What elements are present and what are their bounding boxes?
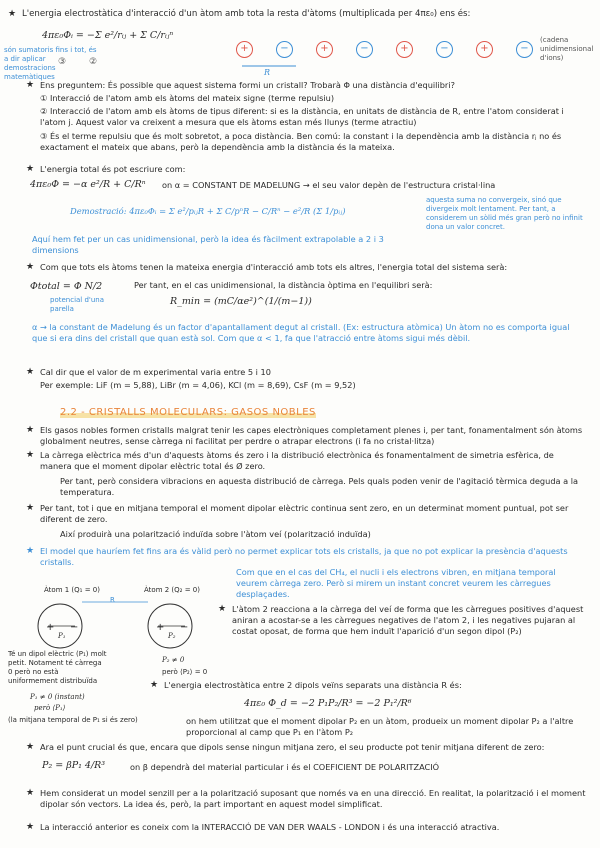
induced-dipole-note: on hem utilitzat que el moment dipolar P₂ en un àtom, produeix un moment dipolar P₂ a l'altre proporcional al camp que P₁ en l'àtom P₂ [186, 716, 574, 737]
bullet-star: ★ [26, 503, 35, 513]
question-line: Ens preguntem: És possible que aquest sistema formi un cristall? Trobarà Φ una distància d'equilibri? [40, 80, 455, 90]
section-p7: Com que en el cas del CH₄, el nucli i els electrons vibren, en mitjana temporal veurem càrrega zero. Però si mirem un instant concret veurem les càrregues desplaçades. [236, 567, 556, 599]
energy-formula: 4πε₀Φ = −α e²/R + C/Rⁿ [30, 179, 146, 190]
item-2: ② Interacció de l'atom amb els àtoms de tipus diferent: si es la distància, en unitats de distància de R, entre l'atom considerat i l'atom j. Aquest valor va creixent a mesura que els àtoms estan més llunys (terme atractiu) [40, 106, 564, 127]
dimension-note: Aquí hem fet per un cas unidimensional, però la idea és fàcilment extrapolable a 2 i 3 dimensions [32, 234, 384, 255]
p2-avg: però ⟨P₂⟩ = 0 [162, 668, 208, 676]
section-p5: Així produirà una polarització induïda sobre l'àtom veí (polarització induïda) [60, 529, 371, 539]
phi-total: Φtotal = Φ N/2 [30, 281, 103, 292]
total-line: Com que tots els àtoms tenen la mateixa energia d'interacció amb tots els altres, l'energia total del sistema serà: [40, 262, 508, 272]
bullet-star: ★ [26, 788, 35, 798]
madelung-red-note: α → la constant de Madelung és un factor d'apantallament degut al cristall. (Ex: estructura atòmica) Un àtom no es comporta igual que si era dins del cristall que quan està sol. Com que α < 1, fa que l'atracció entre àtoms sigui més dèbil. [32, 322, 570, 343]
pair-potential-label: potencial d'una parella [50, 296, 104, 313]
section-p4: Per tant, tot i que en mitjana temporal el moment dipolar elèctric continua sent zero, en un determinat moment puntual, pot ser diferent de zero. [40, 503, 569, 524]
bullet-star: ★ [26, 450, 35, 460]
svg-text:−: − [180, 622, 189, 633]
ion-negative: − [276, 41, 293, 58]
m-examples: Per exemple: LiF (m = 5,88), LiBr (m = 4,06), KCl (m = 8,69), CsF (m = 9,52) [40, 380, 356, 390]
svg-text:−: − [70, 622, 79, 633]
divergence-note: aquesta suma no convergeix, sinó que divergeix molt lentament. Per tant, a considerem un sòlid més gran però no infinit dona un valor concret. [426, 196, 583, 231]
formula-term-labels: ③ ② [58, 57, 98, 67]
svg-text:+: + [156, 622, 165, 633]
r-min-formula: R_min = (mC/αe²)^(1/(m−1)) [170, 296, 312, 307]
energy-dipoles-line: L'energia electrostàtica entre 2 dipols veïns separats una distància R és: [164, 680, 462, 690]
ion-positive: + [396, 41, 413, 58]
dipole-energy-formula: 4πε₀ Φ_d = −2 P₁P₂/R³ = −2 P₁²/R⁶ [244, 698, 412, 709]
intro-note-left: són sumatoris fins i tot, és a dir aplicar demostracions matemàtiques [4, 46, 97, 81]
ion-positive: + [316, 41, 333, 58]
bullet-star: ★ [8, 9, 17, 19]
item-1: ① Interacció de l'atom amb els àtoms del mateix signe (terme repulsiu) [40, 93, 335, 103]
bullet-star: ★ [26, 546, 35, 556]
left-p1: P₁ ≠ 0 (instant) [30, 693, 85, 701]
last-note-2: La interacció anterior es coneix com la INTERACCIÓ DE VAN DER WAALS - LONDON i és una interacció atractiva. [40, 822, 500, 832]
bullet-star: ★ [26, 80, 35, 90]
left-foot: (la mitjana temporal de P₁ si és zero) [8, 716, 138, 724]
bullet-star: ★ [150, 680, 159, 690]
bullet-star: ★ [26, 742, 35, 752]
ion-negative: − [436, 41, 453, 58]
madelung-def: on α = CONSTANT DE MADELUNG → el seu valor depèn de l'estructura cristal·lina [162, 180, 496, 190]
ion-negative: − [356, 41, 373, 58]
atom2-reaction: L'àtom 2 reacciona a la càrrega del veí de forma que les càrregues positives d'aquest aniran a acostar-se a les càrregues negatives de l'atom 2, i les negatives pujaran al costat oposat, de forma que hem induït l'aparició d'un segon dipol (P₂) [232, 604, 584, 636]
crucial-line: Ara el punt crucial és que, encara que dipols sense ningun mitjana zero, el seu producte pot tenir mitjana diferent de zero: [40, 742, 545, 752]
ion-positive: + [476, 41, 493, 58]
p2-formula: P₂ = βP₁ 4/R³ [42, 760, 106, 771]
svg-text:+: + [46, 622, 55, 633]
section-p6: El model que hauríem fet fins ara és vàlid però no permet explicar tots els cristalls, ja que no pot explicar la presència d'aquests cristalls. [40, 546, 568, 567]
bullet-star: ★ [26, 425, 35, 435]
section-p3: Per tant, però considera vibracions en aquesta distribució de càrrega. Pels quals poden venir de l'agitació tèrmica deguda a la temperatura. [60, 476, 579, 497]
left-note: Té un dipol elèctric (P₁) molt petit. Notament té càrrega 0 però no està uniformement distribuïda [8, 650, 107, 685]
ion-negative: − [516, 41, 533, 58]
bullet-star: ★ [26, 164, 35, 174]
equilibrium-line: Per tant, en el cas unidimensional, la distància òptima en l'equilibri serà: [134, 280, 433, 290]
r-label: R [110, 596, 115, 604]
item-3: ③ És el terme repulsiu que és molt sobretot, a poca distància. Ben comú: la constant i la dependència amb la distància rⱼ no és exactament el mateix que abans, però la dependència amb la distància és la mateixa. [40, 131, 562, 152]
p2-vector: P₂ [168, 632, 176, 640]
last-note-1: Hem considerat un model senzill per a la polarització suposant que només va en una direcció. En realitat, la polarització i el moment dipolar són vectors. La idea és, però, la part important en aquest model simplificat. [40, 788, 586, 809]
demo-formula: Demostració: 4πε₀Φᵢ = Σ e²/pᵢⱼR + Σ C/pⁿR − C/Rⁿ − e²/R (Σ 1/pᵢⱼ) [70, 206, 346, 216]
left-p1b: però ⟨P₁⟩ [34, 704, 66, 712]
atom1-label: Àtom 1 (Q₁ = 0) [44, 586, 100, 594]
intro-formula: 4πε₀Φᵢ = −Σ e²/rᵢⱼ + Σ C/rᵢⱼⁿ [42, 30, 174, 41]
ion-positive: + [236, 41, 253, 58]
p1-vector: P₁ [58, 632, 66, 640]
intro-note-right: (cadena unidimensional d'ions) [540, 36, 594, 62]
section-p1: Els gasos nobles formen cristalls malgrat tenir les capes electròniques completament plenes i, per tant, fonamentalment són àtoms globalment neutres, sense càrrega ni facilitat per perdre o atrapar electrons (i fa no cristal·litza) [40, 425, 583, 446]
section-title: 2.2 - CRISTALLS MOLECULARS: GASOS NOBLES [60, 407, 316, 418]
beta-line: on β dependrà del material particular i és el COEFICIENT DE POLARITZACIÓ [130, 762, 440, 772]
section-p2: La càrrega elèctrica més d'un d'aquests àtoms és zero i la distribució electrònica és fonamentalment de simetria esfèrica, de manera que el moment dipolar elèctric total és Ø zero. [40, 450, 554, 471]
bullet-star: ★ [26, 367, 35, 377]
atom2-label: Àtom 2 (Q₂ = 0) [144, 586, 200, 594]
m-line: Cal dir que el valor de m experimental varia entre 5 i 10 [40, 367, 271, 377]
bullet-star: ★ [26, 822, 35, 832]
intro-line: L'energia electrostàtica d'interacció d'un àtom amb tota la resta d'àtoms (multiplicada per 4πε₀) ens és: [22, 9, 471, 19]
p2-label: P₂ ≠ 0 [162, 656, 185, 664]
spacing-arrow [240, 62, 300, 76]
energy-label: L'energia total és pot escriure com: [40, 164, 186, 174]
svg-text:R: R [264, 68, 271, 76]
bullet-star: ★ [218, 604, 227, 614]
bullet-star: ★ [26, 262, 35, 272]
